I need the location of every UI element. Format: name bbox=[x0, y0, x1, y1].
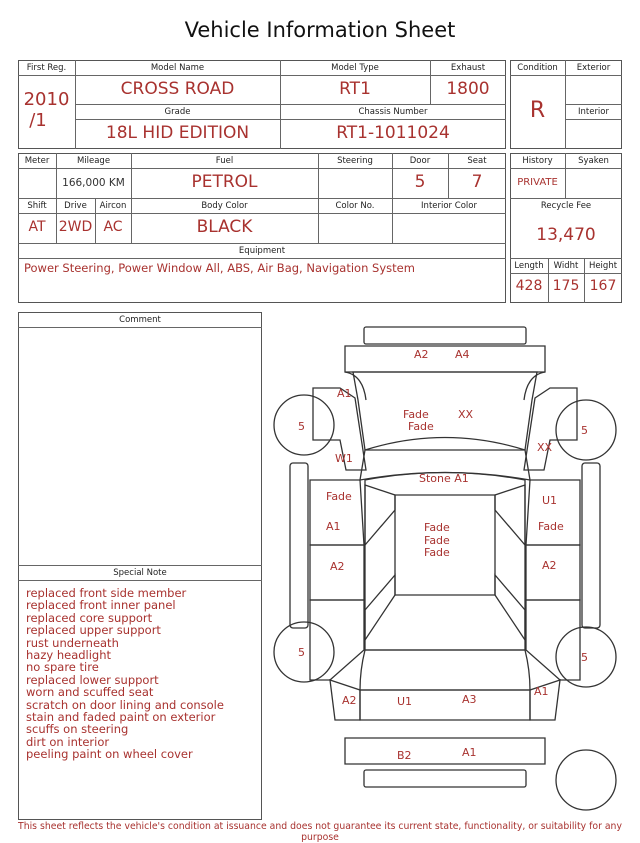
rear-a3-mark: A3 bbox=[462, 693, 477, 706]
interior-label: Interior bbox=[577, 107, 609, 117]
exhaust-value: 1800 bbox=[446, 79, 490, 99]
comment-label: Comment bbox=[119, 315, 161, 325]
drive-label: Drive bbox=[64, 201, 87, 211]
left-door-fade-mark: Fade bbox=[326, 490, 352, 503]
body-color-label: Body Color bbox=[201, 201, 248, 211]
wheel-front-right-mark: 5 bbox=[581, 424, 588, 437]
interior-color-label: Interior Color bbox=[421, 201, 477, 211]
aircon-value: AC bbox=[103, 219, 123, 235]
windshield-w1-mark: W1 bbox=[335, 452, 353, 465]
list-item: scuffs on steering bbox=[26, 722, 129, 737]
roof-fade-mark-1: Fade bbox=[424, 521, 450, 534]
aircon-label: Aircon bbox=[99, 201, 127, 211]
list-item: replaced lower support bbox=[26, 672, 159, 687]
equipment-label: Equipment bbox=[238, 246, 286, 256]
first-reg-month: /1 bbox=[29, 110, 47, 131]
door-label: Door bbox=[409, 156, 431, 166]
list-item: replaced core support bbox=[26, 610, 153, 625]
seat-value: 7 bbox=[471, 172, 483, 192]
length-value: 428 bbox=[515, 278, 543, 294]
syaken-label: Syaken bbox=[578, 156, 609, 166]
hood-fade-mark-2: Fade bbox=[408, 420, 434, 433]
height-label: Height bbox=[588, 261, 618, 271]
equipment-value: Power Steering, Power Window All, ABS, Air Bag, Navigation System bbox=[24, 261, 415, 275]
drive-value: 2WD bbox=[58, 219, 93, 235]
rear-left-a2-mark: A2 bbox=[342, 694, 357, 707]
door-value: 5 bbox=[414, 172, 426, 192]
car-damage-diagram bbox=[262, 318, 640, 818]
hood-xx-mark: XX bbox=[458, 408, 474, 421]
model-name-label: Model Name bbox=[150, 63, 205, 73]
grade-label: Grade bbox=[164, 107, 191, 117]
model-type-value: RT1 bbox=[339, 79, 371, 99]
list-item: dirt on interior bbox=[26, 734, 110, 749]
special-note-list bbox=[26, 587, 224, 761]
shift-value: AT bbox=[28, 219, 46, 235]
rear-bumper-b2-mark: B2 bbox=[397, 749, 412, 762]
model-name-value: CROSS ROAD bbox=[120, 79, 235, 99]
width-label: Widht bbox=[553, 261, 579, 271]
first-reg-year: 2010 bbox=[23, 89, 70, 110]
fuel-label: Fuel bbox=[215, 156, 234, 166]
grade-value: 18L HID EDITION bbox=[105, 123, 250, 143]
first-reg-label: First Reg. bbox=[26, 63, 67, 73]
fuel-value: PETROL bbox=[191, 172, 258, 192]
recycle-fee-value: 13,470 bbox=[536, 225, 596, 245]
sheet-title: Vehicle Information Sheet bbox=[184, 18, 456, 42]
roof-fade-mark-3: Fade bbox=[424, 546, 450, 559]
height-value: 167 bbox=[589, 278, 617, 294]
left-rear-a2-mark: A2 bbox=[330, 560, 345, 573]
list-item: no spare tire bbox=[26, 660, 99, 675]
condition-value: R bbox=[529, 98, 546, 123]
front-bumper-a2-mark: A2 bbox=[414, 348, 429, 361]
disclaimer-footer: This sheet reflects the vehicle's condition at issuance and does not guarantee its current state, functionality, or suitability for any purpose bbox=[18, 821, 622, 843]
list-item: stain and faded paint on exterior bbox=[26, 710, 216, 725]
wheel-front-left-mark: 5 bbox=[298, 420, 305, 433]
mileage-value: 166,000 KM bbox=[62, 177, 125, 189]
list-item: replaced front side member bbox=[26, 586, 187, 600]
wheel-rear-right-mark: 5 bbox=[581, 651, 588, 664]
right-fender-xx-mark: XX bbox=[537, 441, 553, 454]
rear-bumper-a1-mark: A1 bbox=[462, 746, 477, 759]
body-color-value: BLACK bbox=[196, 217, 253, 237]
special-note-label: Special Note bbox=[113, 568, 167, 578]
recycle-fee-label: Recycle Fee bbox=[540, 201, 592, 211]
right-rear-a2-mark: A2 bbox=[542, 559, 557, 572]
front-bumper-a4-mark: A4 bbox=[455, 348, 470, 361]
width-value: 175 bbox=[552, 278, 580, 294]
list-item: hazy headlight bbox=[26, 648, 112, 663]
chassis-label: Chassis Number bbox=[358, 107, 428, 117]
wheel-rear-left-mark: 5 bbox=[298, 646, 305, 659]
exhaust-label: Exhaust bbox=[450, 63, 486, 73]
left-door-a1-mark: A1 bbox=[326, 520, 341, 533]
right-door-fade-mark: Fade bbox=[538, 520, 564, 533]
right-door-u1-mark: U1 bbox=[542, 494, 558, 507]
model-type-label: Model Type bbox=[331, 63, 379, 73]
rear-u1-mark: U1 bbox=[397, 695, 413, 708]
chassis-value: RT1-1011024 bbox=[336, 123, 450, 143]
seat-label: Seat bbox=[467, 156, 487, 166]
roof-fade-mark-2: Fade bbox=[424, 534, 450, 547]
color-no-label: Color No. bbox=[335, 201, 375, 211]
list-item: replaced front inner panel bbox=[26, 598, 176, 613]
mileage-label: Mileage bbox=[76, 156, 111, 166]
hood-fade-mark-1: Fade bbox=[403, 408, 429, 421]
steering-label: Steering bbox=[337, 156, 373, 166]
list-item: scratch on door lining and console bbox=[26, 697, 224, 712]
shift-label: Shift bbox=[27, 201, 47, 211]
rear-right-a1-mark: A1 bbox=[534, 685, 549, 698]
fender-left-a1-mark: A1 bbox=[337, 387, 352, 400]
list-item: rust underneath bbox=[26, 635, 119, 650]
history-value: PRIVATE bbox=[517, 177, 558, 188]
length-label: Length bbox=[514, 261, 544, 271]
condition-label: Condition bbox=[517, 63, 558, 73]
meter-label: Meter bbox=[24, 156, 50, 166]
exterior-label: Exterior bbox=[576, 63, 611, 73]
history-label: History bbox=[522, 156, 553, 166]
list-item: worn and scuffed seat bbox=[26, 685, 154, 700]
list-item: replaced upper support bbox=[26, 623, 161, 638]
list-item: peeling paint on wheel cover bbox=[26, 747, 193, 762]
windshield-stone-mark: Stone A1 bbox=[419, 472, 469, 485]
